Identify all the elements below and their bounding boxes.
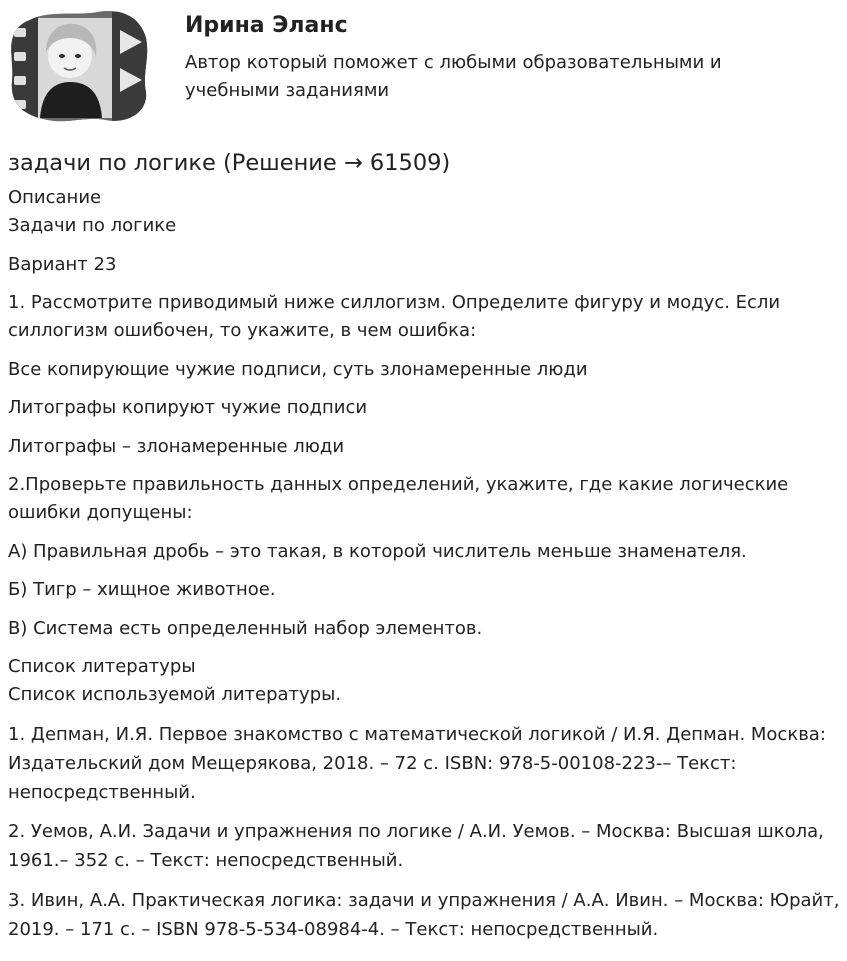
author-description: Автор который поможет с любыми образовательными и учебными заданиями: [185, 52, 722, 101]
main-content: [8, 146, 840, 954]
description-heading: Описание: [8, 187, 102, 208]
author-avatar[interactable]: [8, 8, 150, 126]
author-header: [8, 8, 838, 128]
literature-item-2: 2. Уемов, А.И. Задачи и упражнения по логике / А.И. Уемов. – Москва: Высшая школа, 1961.– 352 с. – Текст: непосредственный.: [8, 821, 824, 871]
syllogism-premise-minor: Литографы копируют чужие подписи: [8, 397, 368, 418]
syllogism-conclusion: Литографы – злонамеренные люди: [8, 435, 345, 457]
definition-c: В) Система есть определенный набор элементов.: [8, 617, 483, 639]
variant-text: Вариант 23: [8, 253, 117, 275]
literature-subheading: Список используемой литературы.: [8, 684, 342, 705]
task-1-text: 1. Рассмотрите приводимый ниже силлогизм. Определите фигуру и модус. Если силлогизм ошибочен, то укажите, в чем ошибка:: [8, 292, 781, 341]
literature-item-1: 1. Депман, И.Я. Первое знакомство с математической логикой / И.Я. Депман. Москва: Издательский дом Мещерякова, 2018. – 72 с. ISBN: 978-5-00108-223-– Текст: непосредственный.: [8, 723, 826, 803]
definition-b: Б) Тигр – хищное животное.: [8, 579, 276, 600]
task-2-text: 2.Проверьте правильность данных определений, укажите, где какие логические ошибки допущены:: [8, 474, 789, 523]
syllogism-premise-major: Все копирующие чужие подписи, суть злонамеренные люди: [8, 358, 588, 380]
definition-a: А) Правильная дробь – это такая, в которой числитель меньше знаменателя.: [8, 540, 747, 562]
literature-item-3: 3. Ивин, А.А. Практическая логика: задачи и упражнения / А.А. Ивин. – Москва: Юрайт, 2019. – 171 с. – ISBN 978-5-534-08984-4. – Текст: непосредственный.: [8, 889, 840, 940]
page-title: задачи по логике (Решение → 61509): [8, 150, 451, 176]
author-name[interactable]: Ирина Эланс: [185, 13, 348, 38]
literature-heading: Список литературы: [8, 656, 196, 677]
subject-text: Задачи по логике: [8, 215, 177, 236]
